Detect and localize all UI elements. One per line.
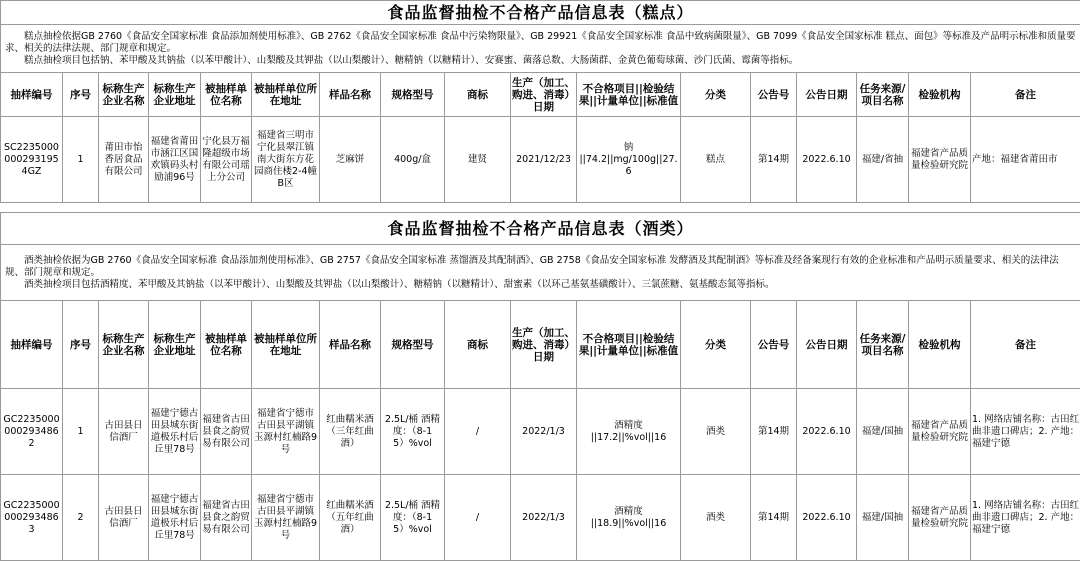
cell-task-source: 福建/国抽 bbox=[857, 389, 909, 475]
header-producer-name: 标称生产企业名称 bbox=[99, 301, 149, 389]
cell-producer-name: 古田县日信酒厂 bbox=[99, 475, 149, 561]
cell-brand: 建贤 bbox=[445, 117, 511, 203]
cell-sample-name: 红曲糯米酒（三年红曲酒） bbox=[320, 389, 381, 475]
header-sampled-address: 被抽样单位所在地址 bbox=[252, 73, 320, 117]
cell-remarks: 1. 网络店铺名称：古田红曲非遗口碑店；2. 产地：福建宁德 bbox=[971, 475, 1080, 561]
cell-producer-address: 福建宁德古田县城东街道极乐村后丘里78号 bbox=[149, 389, 201, 475]
cell-date: 2021/12/23 bbox=[511, 117, 577, 203]
cell-spec: 2.5L/桶 酒精度：（8-15）%vol bbox=[381, 475, 445, 561]
header-brand: 商标 bbox=[445, 73, 511, 117]
cell-date: 2022/1/3 bbox=[511, 475, 577, 561]
cell-sample-code: SC22350000002931954GZ bbox=[1, 117, 63, 203]
cell-sampled-address: 福建省宁德市古田县平湖镇玉源村红楠路9号 bbox=[252, 389, 320, 475]
cell-sample-name: 芝麻饼 bbox=[320, 117, 381, 203]
cell-remarks: 1. 网络店铺名称：古田红曲非遗口碑店；2. 产地：福建宁德 bbox=[971, 389, 1080, 475]
table-row bbox=[1, 475, 1080, 561]
failed-item-name: 钠 bbox=[623, 141, 634, 153]
cell-category: 糕点 bbox=[681, 117, 751, 203]
cell-inspection-org: 福建省产品质量检验研究院 bbox=[909, 117, 971, 203]
failed-item-result: ||74.2||mg/100g||27.6 bbox=[579, 153, 678, 177]
cell-sampled-unit: 福建省古田县食之韵贸易有限公司 bbox=[201, 389, 252, 475]
failed-item-name: 酒精度 bbox=[614, 505, 643, 517]
header-sampled-unit: 被抽样单位名称 bbox=[201, 73, 252, 117]
cell-seq: 1 bbox=[63, 389, 99, 475]
header-spec: 规格型号 bbox=[381, 301, 445, 389]
cell-sample-code: GC22350000002934863 bbox=[1, 475, 63, 561]
cell-producer-address: 福建宁德古田县城东街道极乐村后丘里78号 bbox=[149, 475, 201, 561]
cell-failed-item bbox=[577, 475, 681, 561]
cell-inspection-org: 福建省产品质量检验研究院 bbox=[909, 475, 971, 561]
table-row bbox=[1, 117, 1080, 203]
cell-category: 酒类 bbox=[681, 389, 751, 475]
header-sample-code: 抽样编号 bbox=[1, 301, 63, 389]
header-producer-address: 标称生产企业地址 bbox=[149, 301, 201, 389]
cell-failed-item bbox=[577, 389, 681, 475]
header-sampled-unit: 被抽样单位名称 bbox=[201, 301, 252, 389]
header-seq: 序号 bbox=[63, 73, 99, 117]
cake-items-note: 糕点抽检项目包括钠、苯甲酸及其钠盐（以苯甲酸计）、山梨酸及其钾盐（以山梨酸计）、糖精钠（以糖精计）、安赛蜜、菌落总数、大肠菌群、金黄色葡萄球菌、沙门氏菌、霉菌等指标。 bbox=[24, 54, 799, 66]
liquor-standard-note: 酒类抽检依据为GB 2760《食品安全国家标准 食品添加剂使用标准》、GB 2757《食品安全国家标准 蒸馏酒及其配制酒》、GB 2758《食品安全国家标准 发酵酒及其配制酒》等标准及经备案现行有效的企业标准和产品明示质量要求、相关的法律法规、部门规章和规定。 bbox=[5, 254, 1059, 278]
cell-task-source: 福建/国抽 bbox=[857, 475, 909, 561]
cell-sampled-unit: 宁化县万福隆超级市场有限公司瑶上分公司 bbox=[201, 117, 252, 203]
header-remarks: 备注 bbox=[971, 301, 1080, 389]
cake-standard-note: 糕点抽检依据GB 2760《食品安全国家标准 食品添加剂使用标准》、GB 2762《食品安全国家标准 食品中污染物限量》、GB 29921《食品安全国家标准 食品中致病菌限量》、GB 7099《食品安全国家标准 糕点、面包》等标准及产品明示标准和质量要求、相关的法律法规、部门规章和规定。 bbox=[5, 30, 1076, 54]
section-divider bbox=[0, 204, 1080, 212]
cell-sample-code: GC22350000002934862 bbox=[1, 389, 63, 475]
cell-producer-name: 莆田市怡香居食品有限公司 bbox=[99, 117, 149, 203]
liquor-header-row bbox=[1, 301, 1080, 389]
header-remarks: 备注 bbox=[971, 73, 1080, 117]
cake-section bbox=[0, 0, 1080, 204]
cell-notice-date: 2022.6.10 bbox=[797, 389, 857, 475]
cell-brand: / bbox=[445, 475, 511, 561]
cell-sampled-address: 福建省三明市宁化县翠江镇南大街东方花园商住楼2-4幢B区 bbox=[252, 117, 320, 203]
cell-sample-name: 红曲糯米酒（五年红曲酒） bbox=[320, 475, 381, 561]
cell-notice-no: 第14期 bbox=[751, 117, 797, 203]
cell-producer-address: 福建省莆田市涵江区国欢镇码头村励浦96号 bbox=[149, 117, 201, 203]
cell-category: 酒类 bbox=[681, 475, 751, 561]
header-task-source: 任务来源/项目名称 bbox=[857, 73, 909, 117]
header-failed-item: 不合格项目||检验结果||计量单位||标准值 bbox=[577, 301, 681, 389]
cell-notice-date: 2022.6.10 bbox=[797, 475, 857, 561]
header-task-source: 任务来源/项目名称 bbox=[857, 301, 909, 389]
cake-table-notes bbox=[1, 25, 1080, 73]
cell-seq: 2 bbox=[63, 475, 99, 561]
cell-producer-name: 古田县日信酒厂 bbox=[99, 389, 149, 475]
liquor-table-title: 食品监督抽检不合格产品信息表（酒类） bbox=[1, 213, 1080, 245]
cell-task-source: 福建/省抽 bbox=[857, 117, 909, 203]
header-notice-no: 公告号 bbox=[751, 73, 797, 117]
header-notice-date: 公告日期 bbox=[797, 301, 857, 389]
header-failed-item: 不合格项目||检验结果||计量单位||标准值 bbox=[577, 73, 681, 117]
cell-date: 2022/1/3 bbox=[511, 389, 577, 475]
cell-inspection-org: 福建省产品质量检验研究院 bbox=[909, 389, 971, 475]
header-seq: 序号 bbox=[63, 301, 99, 389]
header-producer-address: 标称生产企业地址 bbox=[149, 73, 201, 117]
cake-table bbox=[0, 0, 1080, 203]
header-category: 分类 bbox=[681, 73, 751, 117]
header-spec: 规格型号 bbox=[381, 73, 445, 117]
header-date: 生产（加工、购进、消毒）日期 bbox=[511, 301, 577, 389]
cell-notice-date: 2022.6.10 bbox=[797, 117, 857, 203]
header-notice-date: 公告日期 bbox=[797, 73, 857, 117]
liquor-table-notes bbox=[1, 245, 1080, 301]
cake-header-row bbox=[1, 73, 1080, 117]
header-date: 生产（加工、购进、消毒）日期 bbox=[511, 73, 577, 117]
header-sample-name: 样品名称 bbox=[320, 301, 381, 389]
header-category: 分类 bbox=[681, 301, 751, 389]
table-row bbox=[1, 389, 1080, 475]
header-sample-code: 抽样编号 bbox=[1, 73, 63, 117]
cell-spec: 2.5L/桶 酒精度：（8-15）%vol bbox=[381, 389, 445, 475]
liquor-table bbox=[0, 212, 1080, 561]
header-sample-name: 样品名称 bbox=[320, 73, 381, 117]
failed-item-result: ||17.2||%vol||16 bbox=[590, 431, 667, 443]
cell-brand: / bbox=[445, 389, 511, 475]
cell-sampled-unit: 福建省古田县食之韵贸易有限公司 bbox=[201, 475, 252, 561]
header-producer-name: 标称生产企业名称 bbox=[99, 73, 149, 117]
cell-notice-no: 第14期 bbox=[751, 475, 797, 561]
liquor-items-note: 酒类抽检项目包括酒精度、苯甲酸及其钠盐（以苯甲酸计）、山梨酸及其钾盐（以山梨酸计）、糖精钠（以糖精计）、甜蜜素（以环己基氨基磺酸计）、三氯蔗糖、氨基酸态氮等指标。 bbox=[24, 278, 775, 290]
header-inspection-org: 检验机构 bbox=[909, 301, 971, 389]
cell-remarks: 产地：福建省莆田市 bbox=[971, 117, 1080, 203]
header-inspection-org: 检验机构 bbox=[909, 73, 971, 117]
cell-sampled-address: 福建省宁德市古田县平湖镇玉源村红楠路9号 bbox=[252, 475, 320, 561]
header-brand: 商标 bbox=[445, 301, 511, 389]
cell-failed-item bbox=[577, 117, 681, 203]
liquor-section bbox=[0, 212, 1080, 561]
header-notice-no: 公告号 bbox=[751, 301, 797, 389]
cake-table-title: 食品监督抽检不合格产品信息表（糕点） bbox=[1, 1, 1080, 25]
failed-item-result: ||18.9||%vol||16 bbox=[590, 517, 667, 529]
failed-item-name: 酒精度 bbox=[614, 419, 643, 431]
cell-spec: 400g/盒 bbox=[381, 117, 445, 203]
header-sampled-address: 被抽样单位所在地址 bbox=[252, 301, 320, 389]
cell-seq: 1 bbox=[63, 117, 99, 203]
cell-notice-no: 第14期 bbox=[751, 389, 797, 475]
